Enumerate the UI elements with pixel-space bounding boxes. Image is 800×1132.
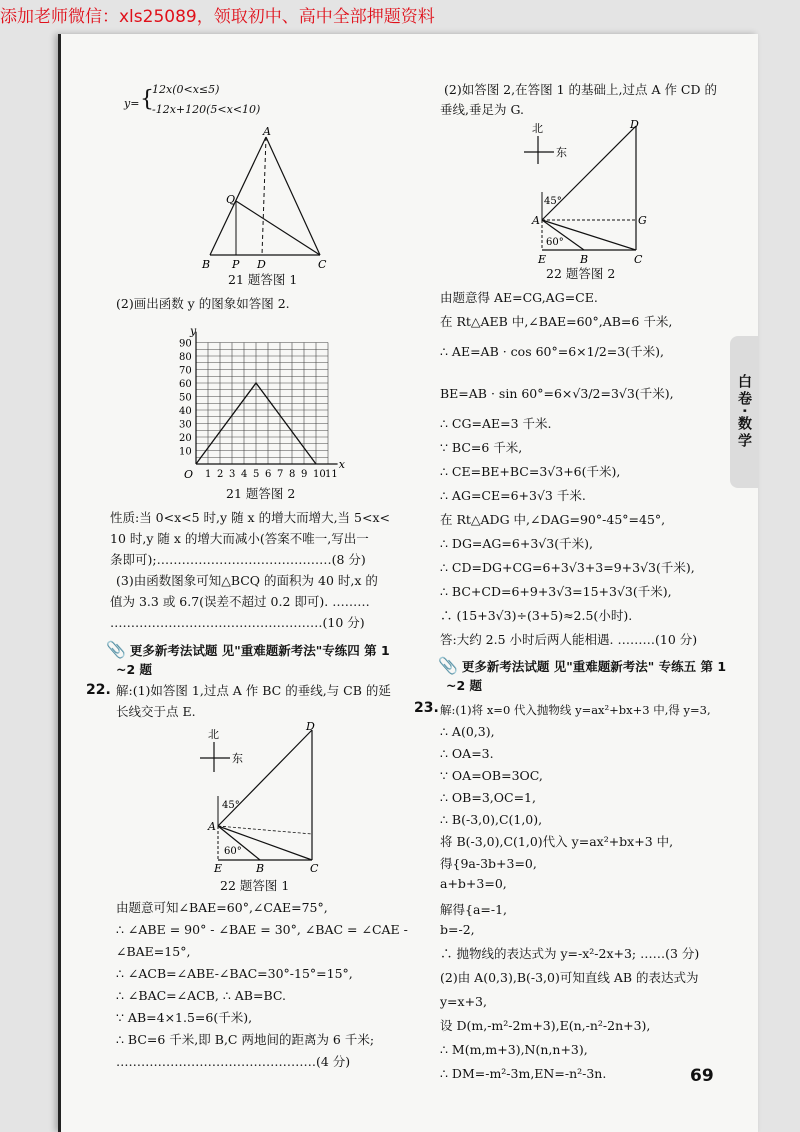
svg-text:A: A bbox=[532, 214, 540, 227]
property-line: 10 时,y 随 x 的增大而减小(答案不唯一,写出一 bbox=[110, 531, 369, 546]
q23-line: 得{9a-3b+3=0, bbox=[440, 856, 537, 871]
q23-number: 23. bbox=[414, 700, 439, 716]
east-label: 东 bbox=[232, 752, 243, 765]
q23-line: ∴ A(0,3), bbox=[440, 724, 495, 739]
svg-text:45°: 45° bbox=[544, 196, 562, 207]
y-tick-label: 90 bbox=[179, 338, 192, 350]
solution-line: 在 Rt△AEB 中,∠BAE=60°,AB=6 千米, bbox=[440, 314, 673, 329]
q22-line: 解:(1)如答图 1,过点 A 作 BC 的垂线,与 CB 的延 bbox=[116, 683, 391, 698]
solution-line: ∠BAE=15°, bbox=[116, 944, 191, 959]
more-questions-1 bbox=[106, 642, 390, 659]
svg-text:A: A bbox=[208, 820, 216, 833]
solution-line: ∴ DG=AG=6+3√3(千米), bbox=[440, 536, 593, 551]
solution-line: ∴ AG=CE=6+3√3 千米. bbox=[440, 488, 586, 503]
q23-line: ∴ OB=3,OC=1, bbox=[440, 790, 536, 805]
q23-line: 设 D(m,-m²-2m+3),E(n,-n²-2n+3), bbox=[440, 1018, 651, 1033]
svg-text:E: E bbox=[214, 862, 223, 875]
solution-line: ∵ AB=4×1.5=6(千米), bbox=[116, 1010, 253, 1025]
svg-text:B: B bbox=[580, 253, 589, 266]
more-questions-1b: ~2 题 bbox=[116, 662, 153, 677]
item-3-line: (3)由函数图象可知△BCQ 的面积为 40 时,x 的 bbox=[116, 573, 378, 588]
more-questions-text: 更多新考法试题 见"重难题新考法"专练四 第 1 bbox=[129, 643, 390, 658]
property-line: 条即可);……………………………………(8 分) bbox=[110, 552, 366, 567]
solution-line: 在 Rt△ADG 中,∠DAG=90°-45°=45°, bbox=[440, 512, 666, 527]
q23-line: ∴ OA=3. bbox=[440, 746, 494, 761]
figure-21-2-chart bbox=[170, 318, 370, 483]
label-Q: Q bbox=[226, 193, 236, 206]
piecewise-line: 12x(0<x≤5) bbox=[152, 83, 220, 96]
more-questions-text: 更多新考法试题 见"重难题新考法" 专练五 第 1 bbox=[461, 659, 727, 674]
item-3-line: 值为 3.3 或 6.7(误差不超过 0.2 即可). ……… bbox=[110, 594, 370, 609]
x-tick-label: 3 bbox=[229, 469, 236, 480]
q23-line: y=x+3, bbox=[440, 994, 487, 1009]
caption-21-1: 21 题答图 1 bbox=[228, 272, 298, 287]
q23-line: 解得{a=-1, bbox=[440, 902, 508, 917]
x-tick-label: 5 bbox=[253, 469, 260, 480]
page-number: 69 bbox=[690, 1066, 714, 1086]
solution-line: 答:大约 2.5 小时后两人能相遇. ………(10 分) bbox=[440, 632, 698, 647]
svg-text:45°: 45° bbox=[222, 800, 240, 811]
y-tick-label: 70 bbox=[179, 365, 192, 377]
brace: { bbox=[140, 87, 154, 112]
north-label: 北 bbox=[208, 728, 219, 741]
y-tick-label: 10 bbox=[179, 446, 192, 458]
y-tick-label: 20 bbox=[179, 433, 192, 444]
caption-21-2: 21 题答图 2 bbox=[226, 486, 296, 501]
x-axis-label: x bbox=[338, 458, 346, 471]
x-tick-label: 2 bbox=[217, 469, 224, 480]
paperclip-icon: 📎 bbox=[438, 656, 458, 675]
label-D: D bbox=[257, 258, 266, 270]
y-tick-label: 50 bbox=[179, 392, 192, 404]
svg-text:东: 东 bbox=[556, 146, 567, 159]
q23-line: ∴ 抛物线的表达式为 y=-x²-2x+3; ……(3 分) bbox=[440, 946, 700, 961]
svg-text:60°: 60° bbox=[546, 237, 564, 248]
more-questions-2b: ~2 题 bbox=[446, 678, 483, 693]
solution-line: ∵ BC=6 千米, bbox=[440, 440, 523, 455]
q23-line: b=-2, bbox=[440, 922, 475, 937]
solution-line: ∴ ∠ACB=∠ABE-∠BAC=30°-15°=15°, bbox=[116, 966, 353, 981]
watermark-banner: 添加老师微信：xls25089，领取初中、高中全部押题资料 bbox=[0, 7, 435, 27]
solution-line: ∴ CD=DG+CG=6+3√3+3=9+3√3(千米), bbox=[440, 560, 695, 575]
item-2-text: (2)画出函数 y 的图象如答图 2. bbox=[116, 296, 290, 311]
svg-text:D: D bbox=[630, 120, 639, 131]
q23-line: (2)由 A(0,3),B(-3,0)可知直线 AB 的表达式为 bbox=[440, 970, 699, 985]
q23-line: ∵ OA=OB=3OC, bbox=[440, 768, 543, 783]
figure-22-2 bbox=[524, 120, 654, 270]
x-tick-label: 4 bbox=[241, 469, 248, 480]
solution-line: ∴ CG=AE=3 千米. bbox=[440, 416, 552, 431]
q23-line: a+b+3=0, bbox=[440, 876, 507, 891]
caption-22-1: 22 题答图 1 bbox=[220, 878, 290, 893]
x-tick-label: 10 bbox=[313, 469, 326, 480]
label-C: C bbox=[318, 258, 327, 270]
intro-line: (2)如答图 2,在答图 1 的基础上,过点 A 作 CD 的 bbox=[444, 82, 717, 97]
svg-text:C: C bbox=[310, 862, 319, 875]
q22-number: 22. bbox=[86, 682, 111, 698]
y-axis-label: y bbox=[190, 324, 197, 338]
q23-line: ∴ B(-3,0),C(1,0), bbox=[440, 812, 543, 827]
svg-text:D: D bbox=[306, 722, 315, 733]
label-A: A bbox=[263, 125, 271, 138]
label-B: B bbox=[202, 258, 211, 270]
piecewise-line: -12x+120(5<x<10) bbox=[152, 103, 261, 116]
piecewise-prefix: y= bbox=[124, 97, 140, 110]
paperclip-icon: 📎 bbox=[106, 640, 126, 659]
item-3-line: ……………………………………………(10 分) bbox=[110, 615, 365, 630]
solution-line: ∴ BC=6 千米,即 B,C 两地间的距离为 6 千米; bbox=[116, 1032, 375, 1047]
solution-line: ∴ ∠BAC=∠ACB, ∴ AB=BC. bbox=[116, 988, 286, 1003]
svg-text:60°: 60° bbox=[224, 846, 242, 857]
q23-line: ∴ DM=-m²-3m,EN=-n²-3n. bbox=[440, 1066, 607, 1081]
solution-line: BE=AB · sin 60°=6×√3/2=3√3(千米), bbox=[440, 386, 674, 401]
intro-line: 垂线,垂足为 G. bbox=[440, 102, 524, 117]
q22-line: 长线交于点 E. bbox=[116, 704, 196, 719]
x-tick-label: 1 bbox=[205, 469, 212, 480]
solution-line: ∴ BC+CD=6+9+3√3=15+3√3(千米), bbox=[440, 584, 672, 599]
more-questions-2 bbox=[438, 658, 726, 675]
y-tick-label: 60 bbox=[179, 379, 192, 390]
solution-line: ∴ CE=BE+BC=3√3+6(千米), bbox=[440, 464, 621, 479]
property-line: 性质:当 0<x<5 时,y 随 x 的增大而增大,当 5<x< bbox=[110, 510, 390, 525]
svg-text:E: E bbox=[538, 253, 547, 266]
y-tick-label: 40 bbox=[179, 406, 192, 417]
solution-line: ∴ ∠ABE = 90° - ∠BAE = 30°, ∠BAC = ∠CAE - bbox=[116, 922, 408, 937]
svg-text:G: G bbox=[638, 214, 647, 227]
solution-line: 由题意得 AE=CG,AG=CE. bbox=[440, 290, 598, 305]
solution-line: ∴ (15+3√3)÷(3+5)≈2.5(小时). bbox=[440, 608, 633, 623]
svg-text:北: 北 bbox=[532, 122, 543, 135]
solution-line: 由题意可知∠BAE=60°,∠CAE=75°, bbox=[116, 900, 328, 915]
q23-line: ∴ M(m,m+3),N(n,n+3), bbox=[440, 1042, 588, 1057]
x-tick-label: 6 bbox=[265, 469, 272, 480]
q23-line: 将 B(-3,0),C(1,0)代入 y=ax²+bx+3 中, bbox=[440, 834, 674, 849]
y-tick-label: 30 bbox=[179, 419, 192, 431]
label-P: P bbox=[232, 258, 240, 270]
x-tick-label: 7 bbox=[277, 469, 284, 480]
figure-21-1 bbox=[200, 125, 350, 270]
q23-line: 解:(1)将 x=0 代入抛物线 y=ax²+bx+3 中,得 y=3, bbox=[440, 703, 711, 717]
x-tick-label: 11 bbox=[325, 469, 338, 480]
y-tick-label: 80 bbox=[179, 352, 192, 363]
book-spine bbox=[58, 34, 61, 1132]
svg-text:C: C bbox=[634, 253, 643, 266]
origin-label: O bbox=[184, 468, 194, 481]
solution-line: …………………………………………(4 分) bbox=[116, 1054, 351, 1069]
figure-22-1 bbox=[200, 722, 330, 877]
solution-line: ∴ AE=AB · cos 60°=6×1/2=3(千米), bbox=[440, 344, 664, 359]
x-tick-label: 8 bbox=[289, 469, 296, 480]
svg-text:B: B bbox=[256, 862, 265, 875]
x-tick-label: 9 bbox=[301, 469, 308, 480]
caption-22-2: 22 题答图 2 bbox=[546, 266, 616, 281]
side-tab: 白卷·数学 bbox=[730, 336, 758, 488]
